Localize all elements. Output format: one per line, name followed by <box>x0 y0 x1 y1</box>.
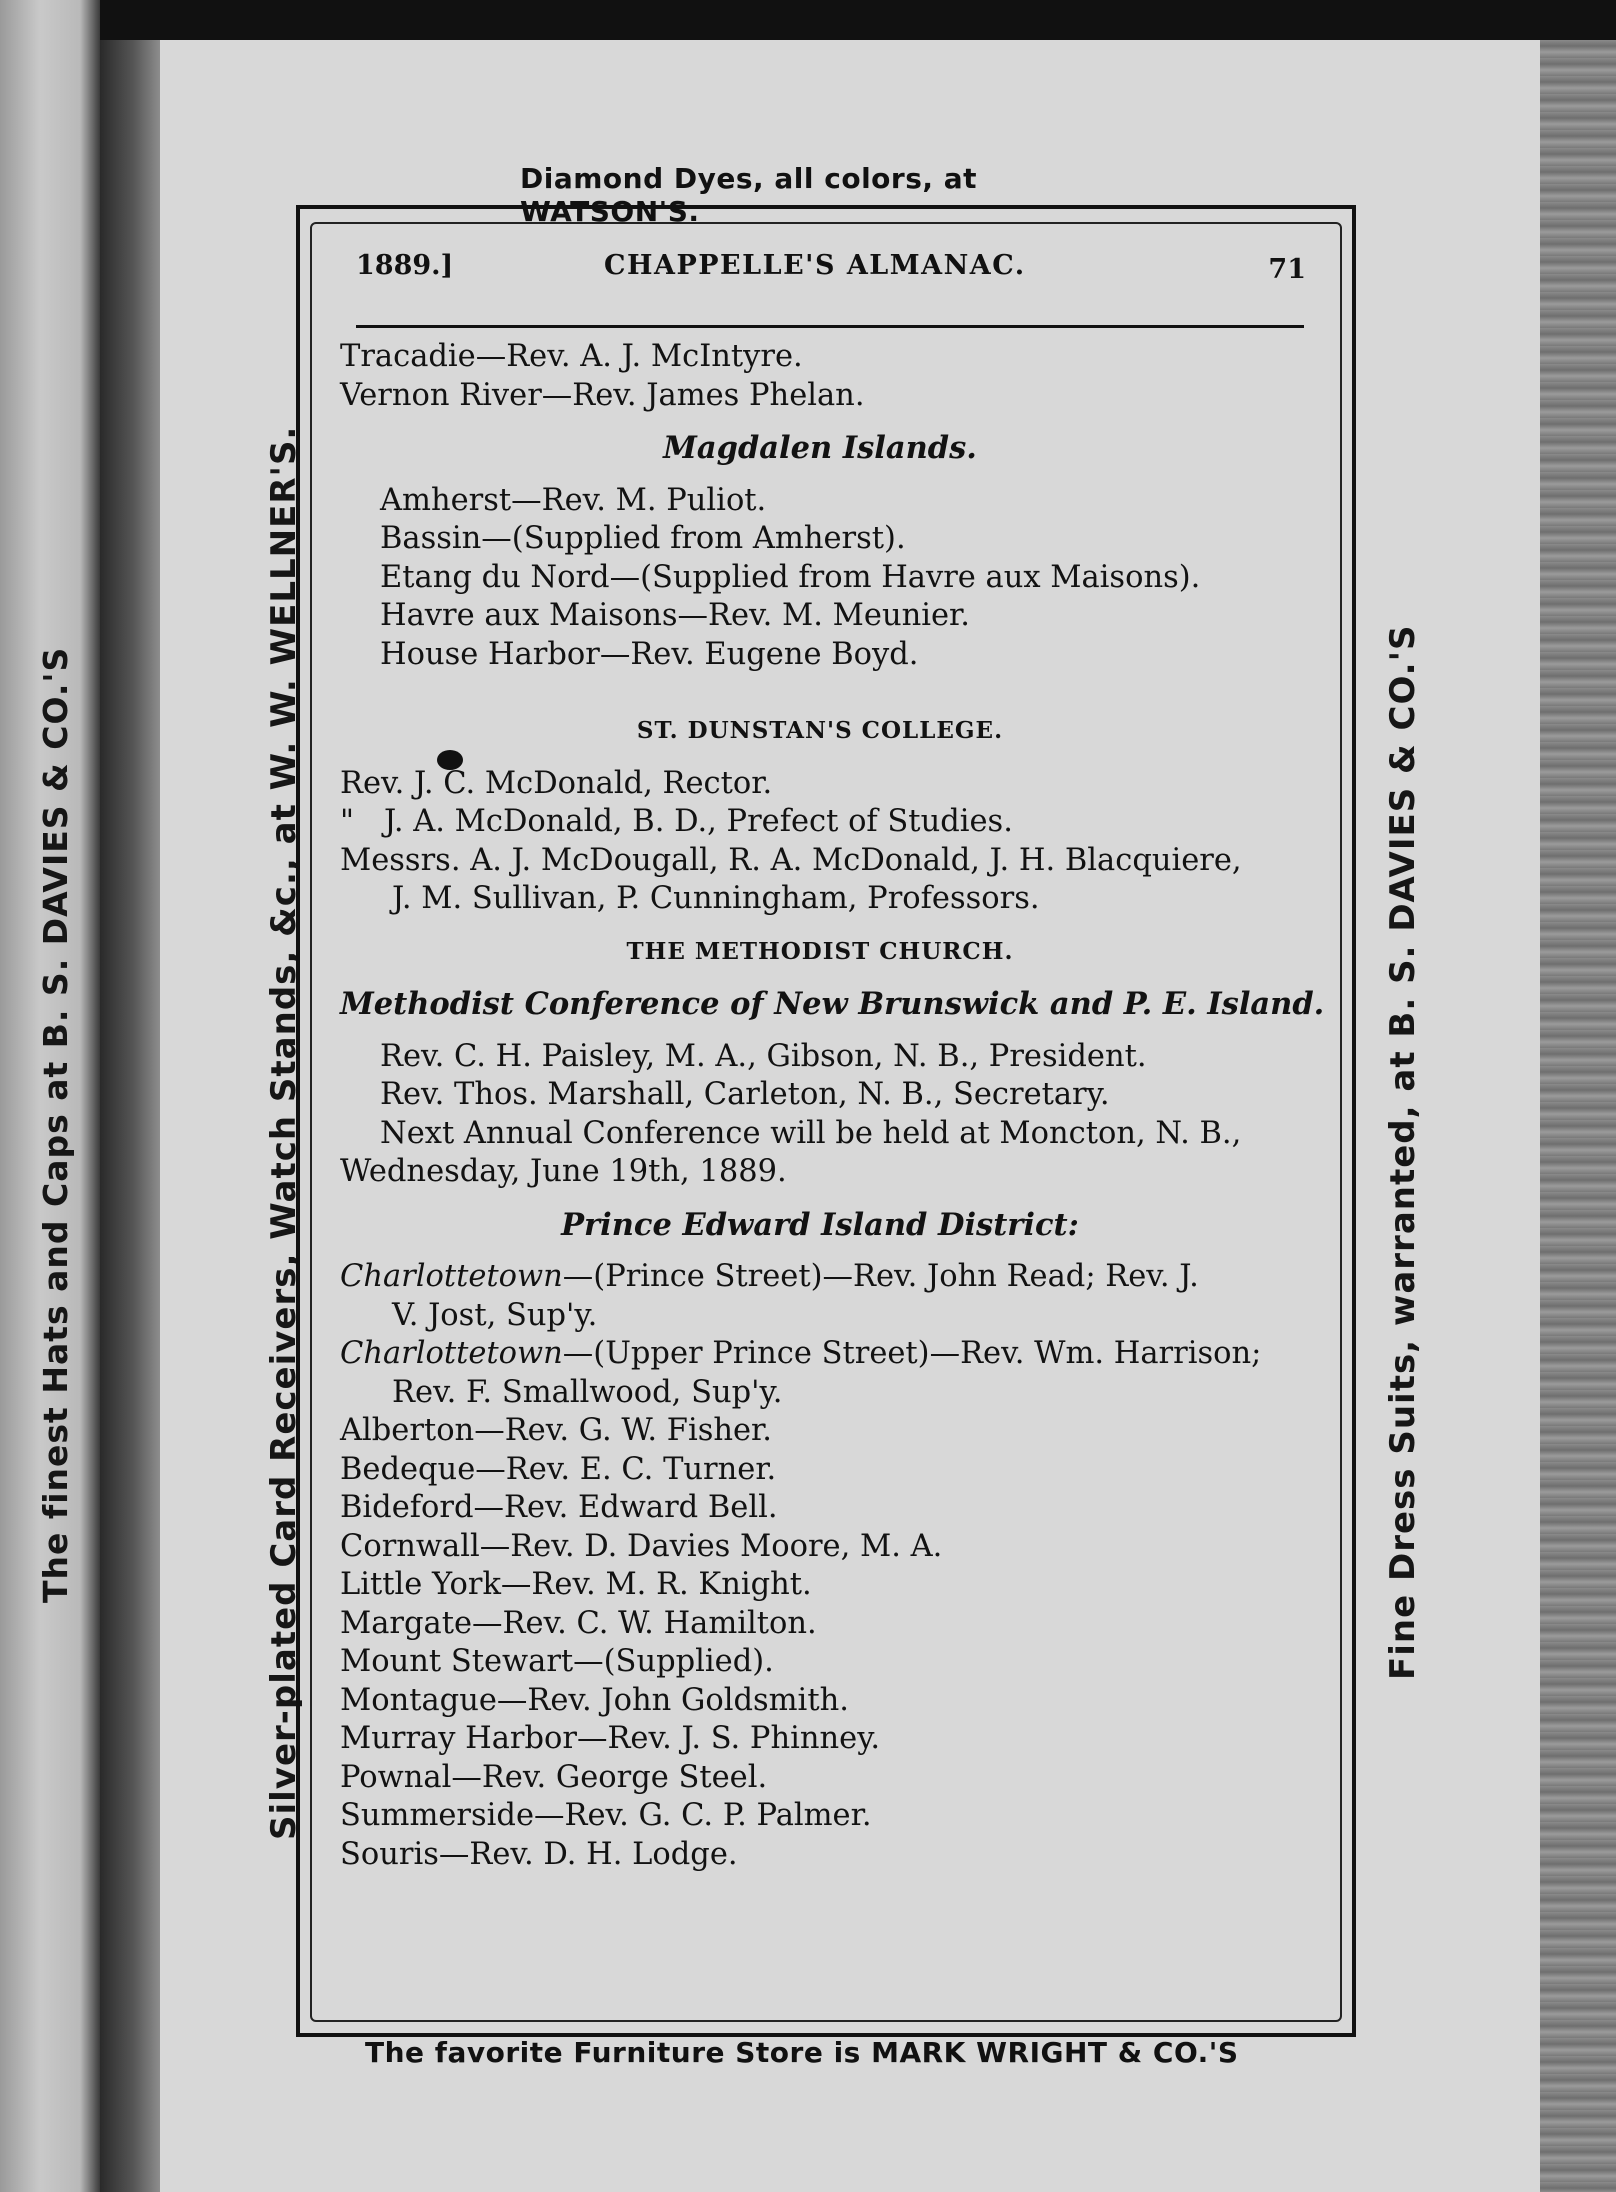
entry-line: Etang du Nord—(Supplied from Havre aux Maisons). <box>380 559 1201 595</box>
entry-line: Rev. Thos. Marshall, Carleton, N. B., Secretary. <box>380 1077 1110 1112</box>
entry-line: Vernon River—Rev. James Phelan. <box>340 377 865 413</box>
header-rule <box>356 325 1304 328</box>
entry-place: Charlottetown <box>340 1336 563 1371</box>
entry-line: Montague—Rev. John Goldsmith. <box>340 1682 849 1718</box>
section-heading: Prince Edward Island District: <box>561 1206 1079 1243</box>
entry-line: Bideford—Rev. Edward Bell. <box>340 1490 778 1525</box>
entry-line: Pownal—Rev. George Steel. <box>340 1759 768 1795</box>
entry-line: Murray Harbor—Rev. J. S. Phinney. <box>340 1721 881 1756</box>
page-number: 71 <box>1268 254 1306 285</box>
entry-text: —(Upper Prince Street)—Rev. Wm. Harrison; <box>562 1336 1262 1371</box>
entry-line: Summerside—Rev. G. C. P. Palmer. <box>340 1798 872 1833</box>
entry-line: Cornwall—Rev. D. Davies Moore, M. A. <box>340 1528 943 1564</box>
entry-text: J. A. McDonald, B. D., Prefect of Studies. <box>384 804 1013 839</box>
entry-line: Margate—Rev. C. W. Hamilton. <box>340 1605 817 1641</box>
entry-line: Bedeque—Rev. E. C. Turner. <box>340 1451 777 1487</box>
entry-line <box>340 1258 1300 1297</box>
header-title: CHAPPELLE'S ALMANAC. <box>604 250 1026 281</box>
running-header <box>356 250 1306 290</box>
entry-line: Messrs. A. J. McDougall, R. A. McDonald, J. H. Blacquiere, <box>340 842 1242 878</box>
section-heading: ST. DUNSTAN'S COLLEGE. <box>636 717 1004 744</box>
entry-line: Souris—Rev. D. H. Lodge. <box>340 1836 738 1872</box>
entry-line: Next Annual Conference will be held at Moncton, N. B., <box>380 1115 1242 1151</box>
section-heading: THE METHODIST CHURCH. <box>626 937 1014 965</box>
bottom-advertisement: The favorite Furniture Store is MARK WRIGHT & CO.'S <box>365 2036 1239 2069</box>
section-heading: Methodist Conference of New Brunswick and P. E. Island. <box>340 986 1325 1022</box>
book-gutter <box>100 0 160 2192</box>
entry-line: Alberton—Rev. G. W. Fisher. <box>340 1413 772 1448</box>
entry-line <box>340 1335 1300 1374</box>
entry-line: Rev. C. H. Paisley, M. A., Gibson, N. B., President. <box>380 1038 1147 1074</box>
entry-line: J. M. Sullivan, P. Cunningham, Professors. <box>392 881 1040 916</box>
entry-line: Mount Stewart—(Supplied). <box>340 1644 774 1679</box>
entry-line: Rev. F. Smallwood, Sup'y. <box>392 1374 783 1410</box>
entry-text: —(Prince Street)—Rev. John Read; Rev. J. <box>562 1259 1199 1294</box>
entry-line: Havre aux Maisons—Rev. M. Meunier. <box>380 598 970 633</box>
entry-line: V. Jost, Sup'y. <box>392 1297 598 1333</box>
top-shadow <box>100 0 1616 40</box>
entry-line: Amherst—Rev. M. Puliot. <box>380 482 767 518</box>
entry-line: Bassin—(Supplied from Amherst). <box>380 521 906 556</box>
entry-line: Rev. J. C. McDonald, Rector. <box>340 765 773 801</box>
header-year: 1889.] <box>356 250 454 281</box>
section-heading: Magdalen Islands. <box>663 430 977 466</box>
entry-place: Charlottetown <box>340 1259 563 1294</box>
page-edge <box>1540 40 1616 2192</box>
entry-line: Tracadie—Rev. A. J. McIntyre. <box>340 339 803 374</box>
page-content <box>340 338 1325 1874</box>
facing-page-ad: The finest Hats and Caps at B. S. DAVIES & CO.'S <box>36 646 75 1603</box>
entry-line: Little York—Rev. M. R. Knight. <box>340 1567 812 1602</box>
entry-line: House Harbor—Rev. Eugene Boyd. <box>380 636 919 672</box>
ditto-mark: " <box>340 804 355 839</box>
entry-line <box>340 803 1300 842</box>
entry-line: Wednesday, June 19th, 1889. <box>340 1154 787 1189</box>
top-advertisement: Diamond Dyes, all colors, at WATSON'S. <box>520 162 978 228</box>
